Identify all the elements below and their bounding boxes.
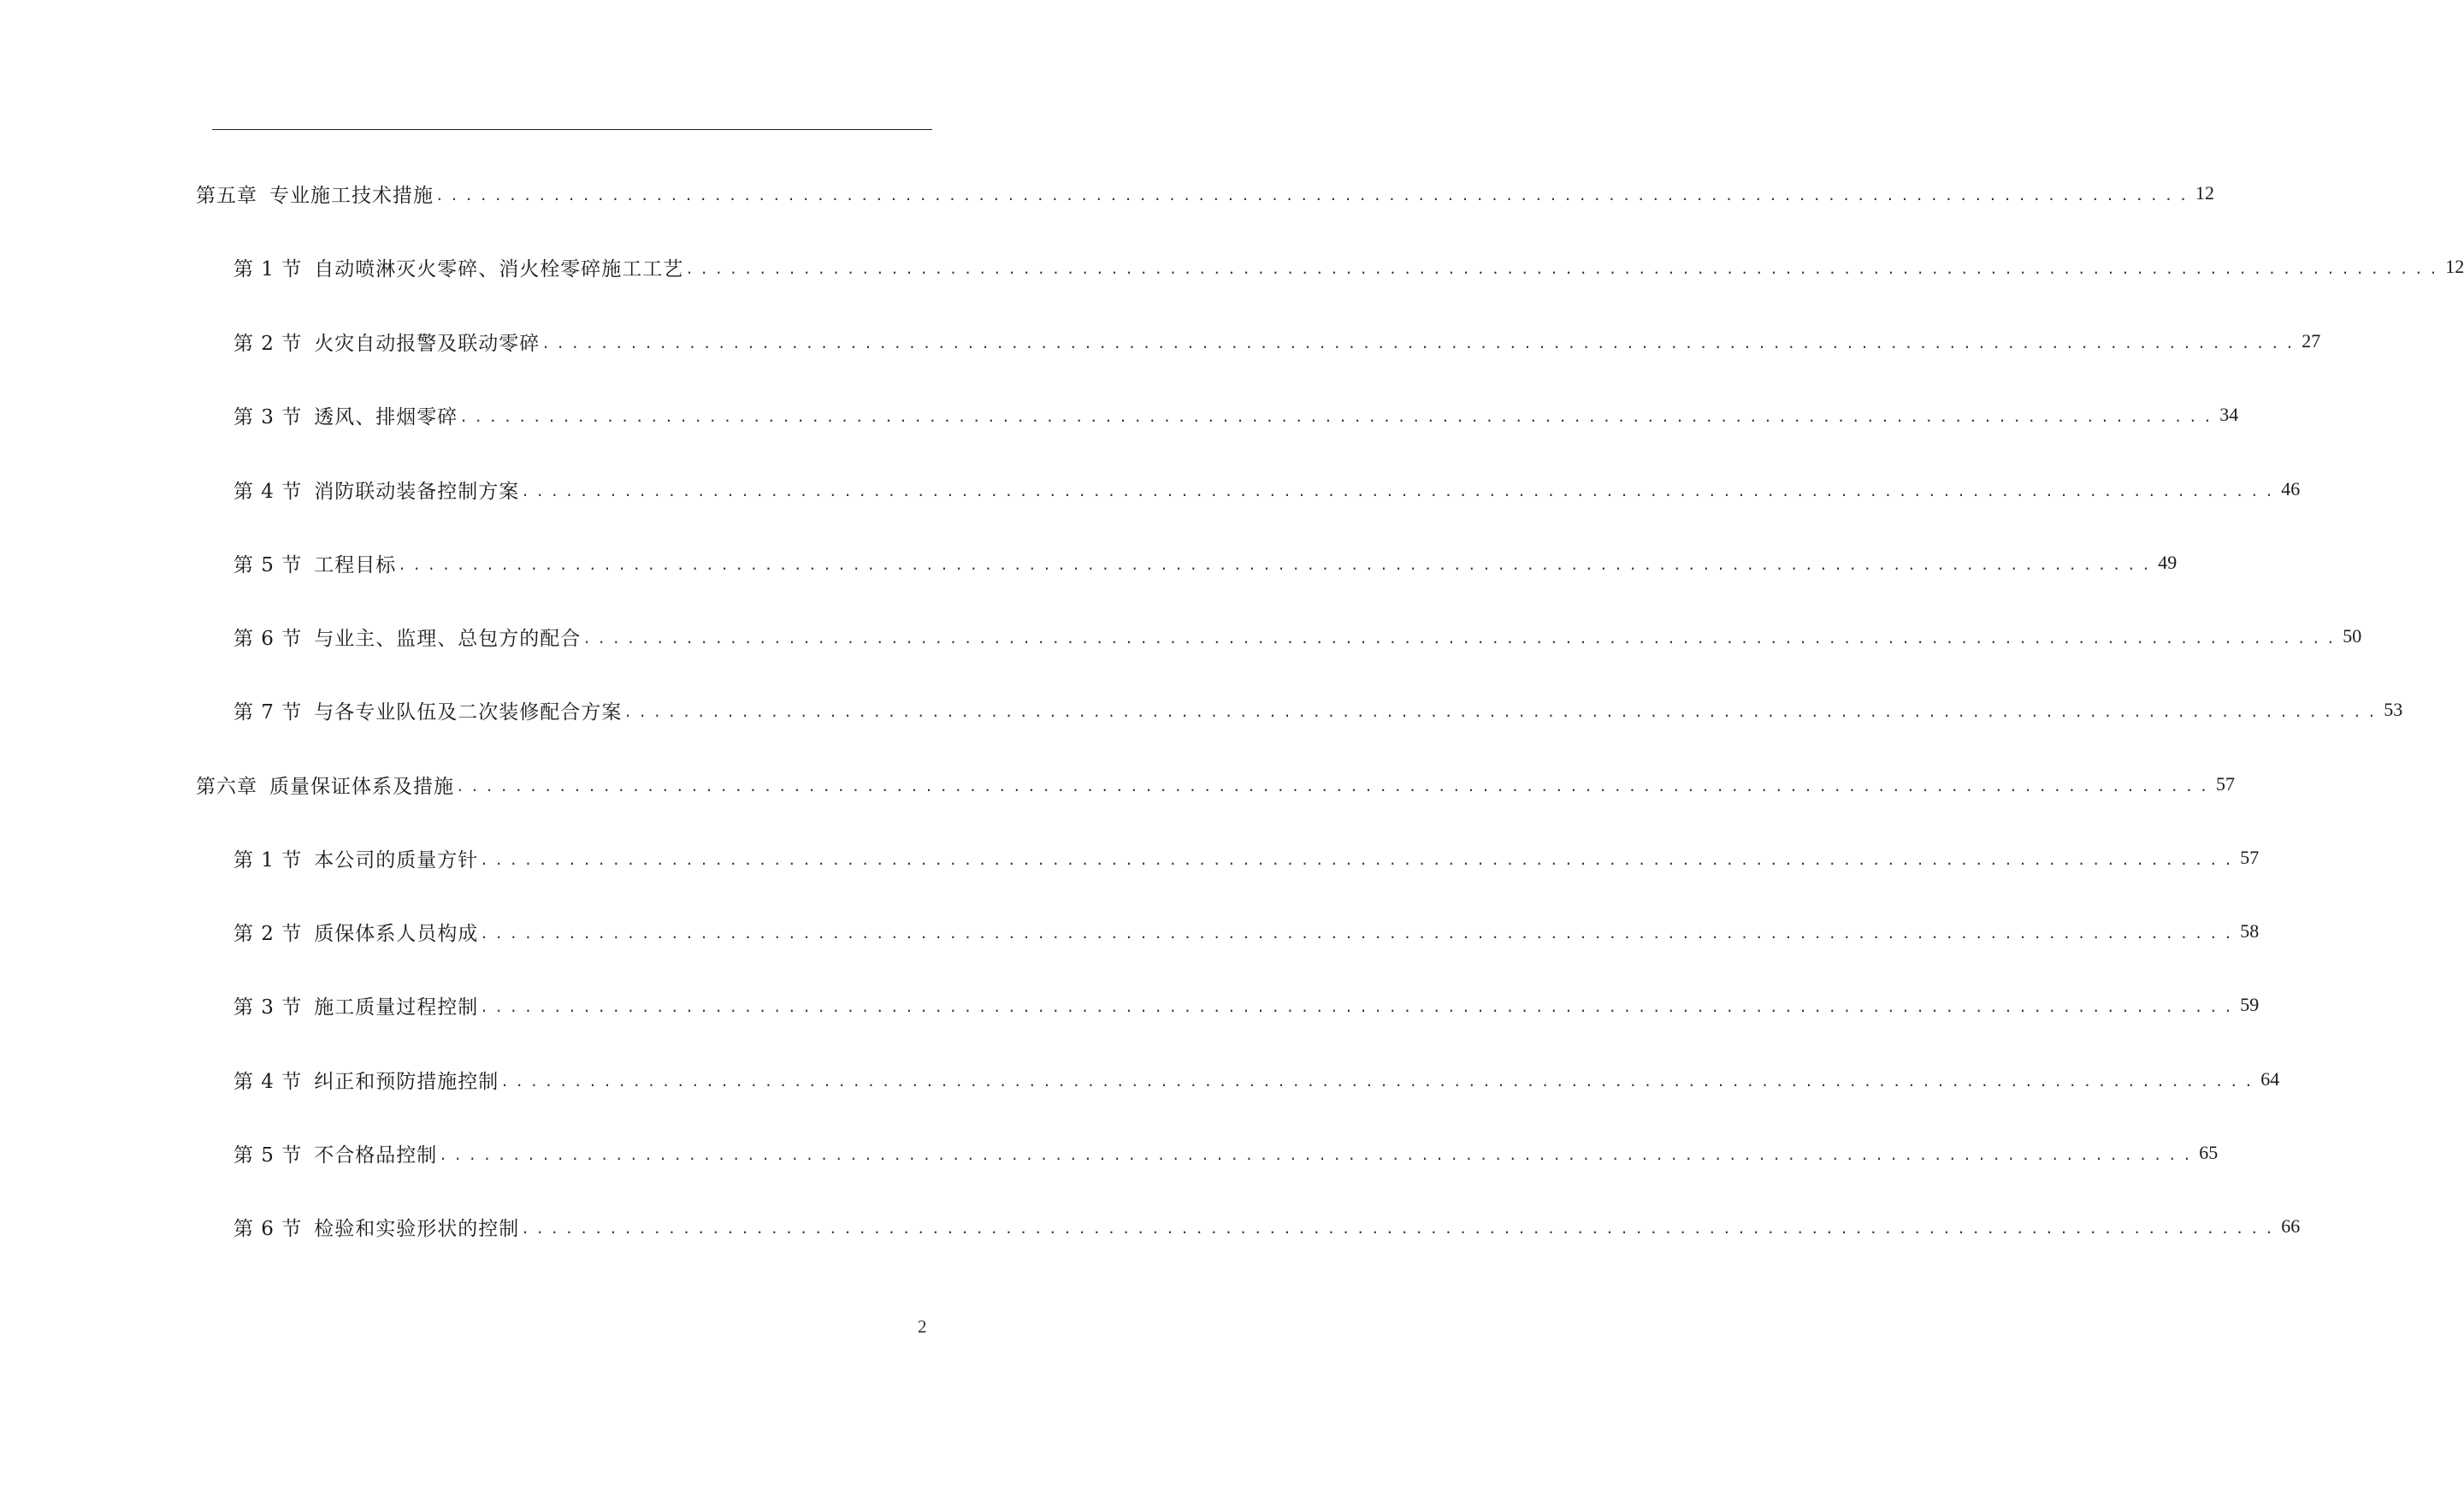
dot-leader: ........................................................................................................................ bbox=[459, 408, 2219, 425]
toc-entry-title: 火灾自动报警及联动零碎 bbox=[314, 332, 541, 355]
toc-entry-6-6[interactable] bbox=[233, 1209, 2301, 1244]
dot-leader: ........................................................................................................................ bbox=[398, 556, 2157, 573]
toc-entry-page: 46 bbox=[2281, 478, 2301, 499]
toc-entry-page: 50 bbox=[2343, 625, 2362, 647]
toc-entry-title: 检验和实验形状的控制 bbox=[314, 1217, 520, 1240]
toc-entry-5-5[interactable] bbox=[233, 546, 2177, 580]
toc-entry-title: 专业施工技术措施 bbox=[269, 184, 434, 207]
dot-leader: ........................................................................................................................ bbox=[435, 186, 2194, 204]
toc-entry-title: 不合格品控制 bbox=[314, 1143, 438, 1167]
toc-entry-title: 消防联动装备控制方案 bbox=[314, 480, 520, 503]
dot-leader: ........................................................................................................................ bbox=[685, 260, 2444, 277]
toc-entry-5-6[interactable] bbox=[233, 619, 2362, 653]
toc-entry-prefix: 第 2 节 bbox=[233, 332, 303, 355]
toc-entry-chapter-6[interactable] bbox=[196, 767, 2235, 801]
toc-entry-page: 66 bbox=[2281, 1215, 2301, 1237]
toc-entry-prefix: 第 4 节 bbox=[233, 1070, 303, 1093]
toc-entry-prefix: 第 3 节 bbox=[233, 996, 303, 1019]
toc-entry-title: 与业主、监理、总包方的配合 bbox=[314, 627, 582, 650]
toc-entry-title: 与各专业队伍及二次装修配合方案 bbox=[314, 700, 623, 724]
toc-entry-page: 59 bbox=[2240, 994, 2260, 1015]
toc-entry-prefix: 第五章 bbox=[196, 184, 257, 207]
dot-leader: ........................................................................................................................ bbox=[582, 629, 2342, 647]
dot-leader: ........................................................................................................................ bbox=[500, 1073, 2260, 1090]
toc-entry-chapter-5[interactable] bbox=[196, 176, 2214, 210]
toc-entry-5-4[interactable] bbox=[233, 472, 2301, 506]
toc-entry-6-5[interactable] bbox=[233, 1136, 2219, 1170]
toc-entry-page: 27 bbox=[2302, 330, 2321, 352]
toc-entry-title: 工程目标 bbox=[314, 553, 397, 576]
toc-entry-page: 53 bbox=[2384, 699, 2403, 720]
toc-entry-page: 12 bbox=[2195, 182, 2214, 204]
toc-entry-title: 质量保证体系及措施 bbox=[269, 775, 454, 798]
dot-leader: ........................................................................................................................ bbox=[541, 334, 2301, 352]
toc-entry-6-3[interactable] bbox=[233, 988, 2260, 1022]
toc-entry-title: 纠正和预防措施控制 bbox=[314, 1070, 499, 1093]
dot-leader: ........................................................................................................................ bbox=[623, 703, 2383, 720]
toc-entry-prefix: 第 7 节 bbox=[233, 700, 303, 724]
toc-entry-prefix: 第 4 节 bbox=[233, 480, 303, 503]
toc-entry-title: 透风、排烟零碎 bbox=[314, 405, 458, 428]
toc-entry-5-7[interactable] bbox=[233, 693, 2403, 727]
toc-entry-page: 64 bbox=[2260, 1068, 2280, 1090]
toc-entry-title: 自动喷淋灭火零碎、消火栓零碎施工工艺 bbox=[314, 257, 684, 281]
toc-entry-prefix: 第 3 节 bbox=[233, 405, 303, 428]
toc-entry-page: 49 bbox=[2158, 552, 2177, 573]
toc-entry-page: 12 bbox=[2445, 256, 2464, 277]
toc-entry-page: 58 bbox=[2240, 920, 2260, 942]
dot-leader: ........................................................................................................................ bbox=[439, 1146, 2198, 1163]
toc-entry-5-1[interactable] bbox=[233, 250, 2464, 284]
toc-entry-prefix: 第 6 节 bbox=[233, 627, 303, 650]
toc-entry-prefix: 第 5 节 bbox=[233, 1143, 303, 1167]
toc-entry-title: 本公司的质量方针 bbox=[314, 848, 479, 872]
toc-entry-page: 65 bbox=[2199, 1142, 2219, 1163]
toc-entry-6-1[interactable] bbox=[233, 841, 2260, 875]
toc-entry-5-3[interactable] bbox=[233, 398, 2239, 432]
toc-entry-6-2[interactable] bbox=[233, 914, 2260, 948]
page-number: 2 bbox=[918, 1316, 927, 1337]
toc-entry-6-4[interactable] bbox=[233, 1062, 2280, 1096]
toc-entry-prefix: 第六章 bbox=[196, 775, 257, 798]
toc-entry-prefix: 第 6 节 bbox=[233, 1217, 303, 1240]
toc-entry-prefix: 第 1 节 bbox=[233, 848, 303, 872]
dot-leader: ........................................................................................................................ bbox=[521, 482, 2280, 499]
dot-leader: ........................................................................................................................ bbox=[521, 1220, 2280, 1237]
toc-entry-page: 57 bbox=[2240, 847, 2260, 868]
toc-entry-prefix: 第 2 节 bbox=[233, 922, 303, 945]
toc-entry-title: 施工质量过程控制 bbox=[314, 996, 479, 1019]
toc-entry-5-2[interactable] bbox=[233, 324, 2321, 358]
toc-entry-page: 34 bbox=[2219, 404, 2239, 425]
dot-leader: ........................................................................................................................ bbox=[480, 998, 2239, 1015]
toc-entry-prefix: 第 1 节 bbox=[233, 257, 303, 281]
dot-leader: ........................................................................................................................ bbox=[456, 777, 2214, 795]
toc-entry-title: 质保体系人员构成 bbox=[314, 922, 479, 945]
toc-entry-prefix: 第 5 节 bbox=[233, 553, 303, 576]
dot-leader: ........................................................................................................................ bbox=[480, 851, 2239, 868]
toc-entry-page: 57 bbox=[2215, 773, 2235, 795]
dot-leader: ........................................................................................................................ bbox=[480, 925, 2239, 942]
